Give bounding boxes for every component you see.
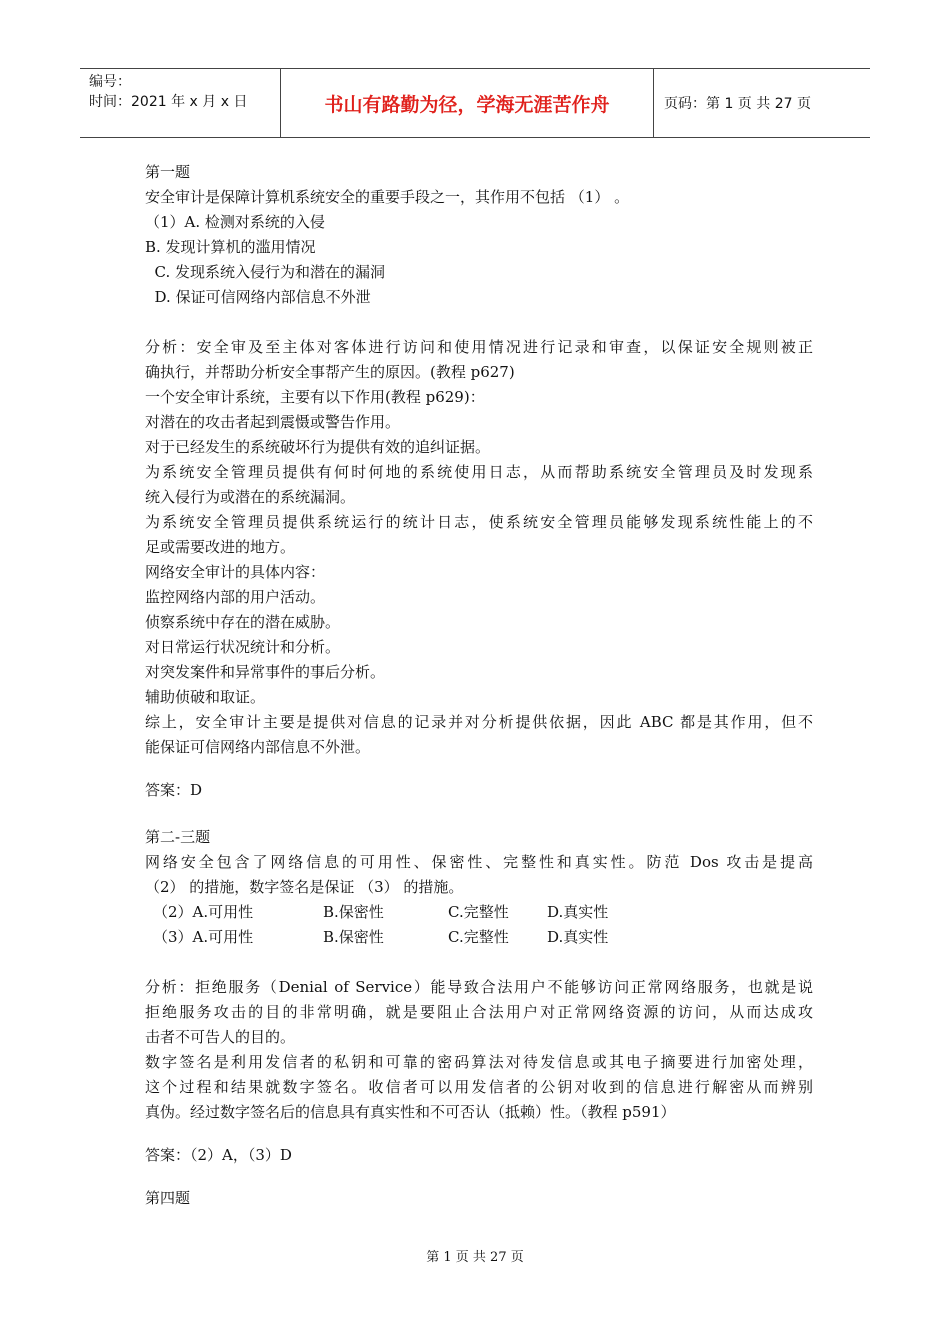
- q1-analysis-line: 能保证可信网络内部信息不外泄。: [145, 738, 371, 756]
- option: D.真实性: [547, 928, 609, 946]
- q1-option-a: （1）A. 检测对系统的入侵: [145, 213, 325, 231]
- q1-analysis-line: 综上，安全审计主要是提供对信息的记录并对分析提供依据，因此 ABC 都是其作用，但不: [145, 713, 813, 731]
- document-body: [145, 160, 813, 1211]
- q23-options-row-3: [145, 925, 813, 950]
- q23-options-row-2: [145, 900, 813, 925]
- header-meta-cell: [80, 69, 281, 137]
- q1-analysis-line: 统入侵行为或潜在的系统漏洞。: [145, 488, 356, 506]
- q23-title: 第二-三题: [145, 828, 211, 846]
- option: B.保密性: [323, 903, 384, 921]
- q23-analysis-line: 数字签名是利用发信者的私钥和可靠的密码算法对待发信息或其电子摘要进行加密处理，: [145, 1053, 813, 1071]
- q23-analysis-line: 击者不可告人的目的。: [145, 1028, 296, 1046]
- q1-analysis-line: 网络安全审计的具体内容：: [145, 563, 326, 581]
- option: C.完整性: [448, 903, 509, 921]
- q1-analysis-line: 分析：安全审及至主体对客体进行访问和使用情况进行记录和审查，以保证安全规则被正: [145, 338, 813, 356]
- q1-analysis-line: 监控网络内部的用户活动。: [145, 588, 326, 606]
- q1-analysis-line: 确执行，并帮助分析安全事帮产生的原因。(教程 p627): [145, 363, 515, 381]
- option: C.完整性: [448, 928, 509, 946]
- q1-analysis-line: 为系统安全管理员提供系统运行的统计日志，使系统安全管理员能够发现系统性能上的不: [145, 513, 813, 531]
- q1-stem: 安全审计是保障计算机系统安全的重要手段之一，其作用不包括 （1） 。: [145, 188, 630, 206]
- q23-stem: （2） 的措施，数字签名是保证 （3） 的措施。: [145, 878, 464, 896]
- option: （3）A.可用性: [153, 928, 254, 946]
- q1-option-c: C. 发现系统入侵行为和潜在的漏洞: [145, 263, 386, 281]
- q23-stem: 网络安全包含了网络信息的可用性、保密性、完整性和真实性。防范 Dos 攻击是提高: [145, 853, 813, 871]
- q1-analysis-line: 对突发案件和异常事件的事后分析。: [145, 663, 386, 681]
- q23-analysis-line: 拒绝服务攻击的目的非常明确，就是要阻止合法用户对正常网络资源的访问，从而达成攻: [145, 1003, 813, 1021]
- q4-title: 第四题: [145, 1189, 191, 1207]
- header-page-info: 页码：第 1 页 共 27 页: [664, 96, 811, 112]
- header-table: [80, 68, 870, 138]
- q1-analysis-line: 对潜在的攻击者起到震慑或警告作用。: [145, 413, 401, 431]
- q23-analysis-line: 分析：拒绝服务（Denial of Service）能导致合法用户不能够访问正常网络服务，也就是说: [145, 978, 813, 996]
- q23-analysis-line: 真伪。经过数字签名后的信息具有真实性和不可否认（抵赖）性。（教程 p591）: [145, 1103, 676, 1121]
- time-label: 时间：2021 年 x 月 x 日: [89, 94, 248, 110]
- q23-analysis-line: 这个过程和结果就数字签名。收信者可以用发信者的公钥对收到的信息进行解密从而辨别: [145, 1078, 813, 1096]
- q1-option-b: B. 发现计算机的滥用情况: [145, 238, 316, 256]
- q1-analysis-line: 为系统安全管理员提供有何时何地的系统使用日志，从而帮助系统安全管理员及时发现系: [145, 463, 813, 481]
- q1-analysis-line: 对日常运行状况统计和分析。: [145, 638, 341, 656]
- option: D.真实性: [547, 903, 609, 921]
- header-motto: 书山有路勤为径，学海无涯苦作舟: [281, 69, 654, 137]
- q1-analysis-line: 对于已经发生的系统破坏行为提供有效的追纠证据。: [145, 438, 491, 456]
- q1-analysis-line: 一个安全审计系统，主要有以下作用(教程 p629)：: [145, 388, 485, 406]
- q23-answer: 答案：（2）A，（3）D: [145, 1146, 292, 1164]
- page-footer: 第 1 页 共 27 页: [426, 1250, 524, 1265]
- q1-option-d: D. 保证可信网络内部信息不外泄: [145, 288, 371, 306]
- number-label: 编号：: [89, 74, 131, 90]
- option: （2）A.可用性: [153, 903, 254, 921]
- q1-analysis-line: 侦察系统中存在的潜在威胁。: [145, 613, 341, 631]
- q1-answer: 答案：D: [145, 781, 203, 799]
- q1-title: 第一题: [145, 163, 191, 181]
- q1-analysis-line: 辅助侦破和取证。: [145, 688, 266, 706]
- q1-analysis-line: 足或需要改进的地方。: [145, 538, 296, 556]
- option: B.保密性: [323, 928, 384, 946]
